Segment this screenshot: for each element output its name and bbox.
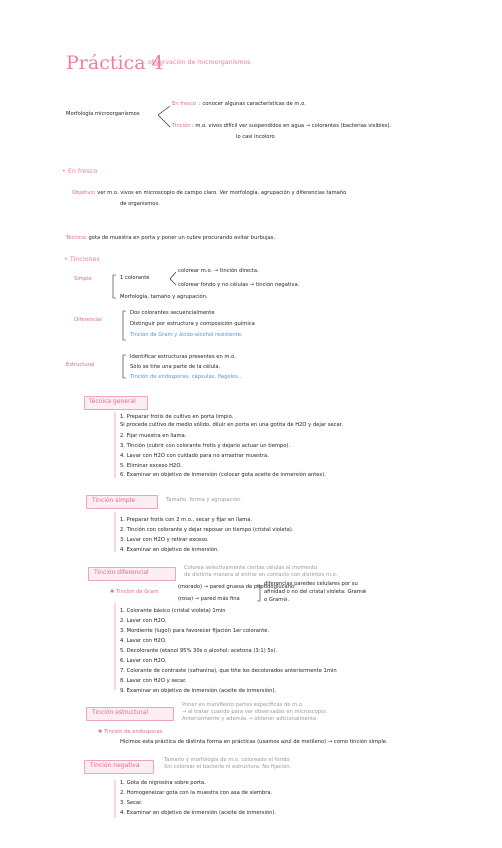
- diferencial-item-2: Distinguir por estructura y composición química: [130, 321, 255, 327]
- diferencial-item-3: Tinción de Gram y ácido-alcohol resistente.: [130, 332, 243, 338]
- tincion-negativa-note-1: Tamaño y morfología de m.o. coloreado el fondo.: [164, 757, 292, 763]
- simple-item-1: 1 colorante: [120, 275, 150, 281]
- gram-positive: (morado) → pared gruesa de peptidoglucano: [178, 584, 295, 590]
- tincion-simple-title: Tinción simple: [92, 497, 136, 504]
- gram-right-1: diferencias paredes celulares por su: [264, 581, 358, 587]
- tincion-diferencial-title: Tinción diferencial: [94, 569, 149, 576]
- morfologia-label: Morfología microorganismos: [66, 111, 140, 117]
- td-step: 9. Examinar en objetivo de inmersión (aceite de inmersión).: [120, 688, 277, 694]
- simple-item-2: Morfología, tamaño y agrupación.: [120, 294, 208, 300]
- tincion-diferencial-note-1: Colorea selectivamente ciertas células al momento: [184, 565, 318, 571]
- tincion-diferencial-note-2: de distinta manera al entrar en contacto con distintos m.o.: [184, 572, 338, 578]
- objetivo-line-2: de organismos.: [120, 201, 160, 207]
- simple-item-1a: colorear m.o. → tinción directa.: [178, 268, 259, 274]
- tn-step: 3. Secar.: [120, 800, 143, 806]
- td-step: 2. Lavar con H2O.: [120, 618, 167, 624]
- estructural-item-1: Identificar estructuras presentes en m.o.: [130, 354, 236, 360]
- tg-step: 1. Preparar frotis de cultivo en porta limpio.: [120, 414, 234, 420]
- gram-negative: (rosa) → pared más fina: [178, 596, 240, 602]
- ts-step: 3. Lavar con H2O y retirar exceso.: [120, 537, 209, 543]
- td-step: 3. Mordiente (lugol) para favorecer fijación 1er colorante.: [120, 628, 270, 634]
- page-subtitle: : observación de microorganismos: [144, 59, 251, 66]
- en-fresco-heading: • En fresco: [62, 167, 98, 175]
- tincion-desc: : m.o. vivos difícil ver suspendidos en agua → colorantes (bacterias visibles).: [192, 123, 392, 129]
- tincion-estructural-note-3: Anteriormente y además → obtener adicionalmente.: [182, 716, 318, 722]
- tn-step: 4. Examinar en objetivo de inmersión (aceite de inmersión).: [120, 810, 277, 816]
- td-step: 7. Colorante de contraste (safranina), que tiñe los decolorados anteriormente 1min: [120, 668, 337, 674]
- tincion-estructural-note-2: → al tratar cuando para ver observadas en microscopio.: [182, 709, 328, 715]
- objetivo-line: Objetivo: ver m.o. vivos en microscopio de campo claro. Ver morfología, agrupación y diferencias tamaño: [72, 190, 347, 196]
- tincion-negativa-title: Tinción negativa: [90, 762, 140, 769]
- tincion-simple-note: Tamaño, forma y agrupación.: [166, 497, 242, 503]
- en-fresco-desc: : conocer algunas características de m.o.: [199, 101, 306, 107]
- ts-step: 1. Preparar frotis con 2 m.o., secar y fijar en llama.: [120, 517, 253, 523]
- tincion-key: Tinción: [172, 123, 191, 129]
- td-step: 8. Lavar con H2O y secar.: [120, 678, 187, 684]
- gram-right-2: afinidad o no del cristal violeta: Gram⊕: [264, 589, 367, 595]
- tinciones-heading: • Tinciones: [64, 255, 100, 263]
- en-fresco-key: En fresco: [172, 101, 196, 107]
- simple-item-1b: colorear fondo y no células → tinción negativa.: [178, 282, 300, 288]
- diferencial-label: Diferencial: [74, 317, 102, 323]
- bullet-icon: •: [62, 167, 68, 175]
- ts-step: 2. Tinción con colorante y dejar reposar un tiempo (cristal violeta).: [120, 527, 294, 533]
- bullet-icon: •: [64, 255, 70, 263]
- td-step: 5. Decolorante (etanol 95% 30s o alcohol: acetona (3:1) 5s).: [120, 648, 278, 654]
- estructural-item-2: Sólo se tiñe una parte de la célula.: [130, 364, 221, 370]
- tecnica-line: Técnica: gota de muestra en porta y poner un cubre procurando evitar burbujas.: [66, 235, 276, 241]
- tincion-negativa-note-2: Sin colorear el bacterio ni estructura. No fijación.: [164, 764, 292, 770]
- tg-step: Si procede cultivo de medio sólido, diluir en porta en una gotita de H2O y dejar secar.: [120, 422, 343, 428]
- tg-step: 2. Fijar muestra en llama.: [120, 433, 187, 439]
- tn-step: 2. Homogeneizar gota con la muestra con asa de siembra.: [120, 790, 273, 796]
- td-step: 6. Lavar con H2O.: [120, 658, 167, 664]
- estructural-item-3: Tinción de endosporas, cápsulas, flagelos...: [130, 374, 243, 380]
- estructural-label: Estructural: [66, 362, 95, 368]
- ts-step: 4. Examinar en objetivo de inmersión.: [120, 547, 219, 553]
- td-step: 4. Lavar con H2O.: [120, 638, 167, 644]
- tg-step: 5. Eliminar exceso H2O.: [120, 463, 182, 469]
- tg-step: 4. Lavar con H2O con cuidado para no arrastrar muestra.: [120, 453, 269, 459]
- tn-step: 1. Gota de nigrosina sobre porta.: [120, 780, 206, 786]
- endosporas-label: ✱ Tinción de endosporas: [98, 729, 163, 735]
- tg-step: 6. Examinar en objetivo de inmersión (colocar gota aceite de inmersión antes).: [120, 472, 326, 478]
- asterisk-icon: ✱: [110, 589, 116, 595]
- tg-step: 3. Tinción (cubrir con colorante frotis y dejarlo actuar un tiempo).: [120, 443, 291, 449]
- tecnica-general-title: Técnica general: [89, 398, 136, 405]
- gram-label: ✱ Tinción de Gram: [110, 589, 159, 595]
- td-step: 1. Colorante básico (cristal violeta) 1min: [120, 608, 226, 614]
- tincion-desc-2: lo casi incoloro: [236, 134, 275, 140]
- diferencial-item-1: Dos colorantes secuencialmente: [130, 310, 215, 316]
- gram-right-3: o Gram⊖.: [264, 597, 290, 603]
- page-title: Práctica 4: [66, 52, 164, 74]
- tincion-estructural-title: Tinción estructural: [92, 709, 149, 716]
- tincion-estructural-note-1: Poner en manifiesto partes específicas de m.o.: [182, 702, 304, 708]
- asterisk-icon: ✱: [98, 729, 104, 735]
- endosporas-text: Hicimos esta práctica de distinta forma en prácticas (usamos azul de metileno) → como tinción simple.: [120, 739, 388, 745]
- simple-label: Simple: [74, 276, 92, 282]
